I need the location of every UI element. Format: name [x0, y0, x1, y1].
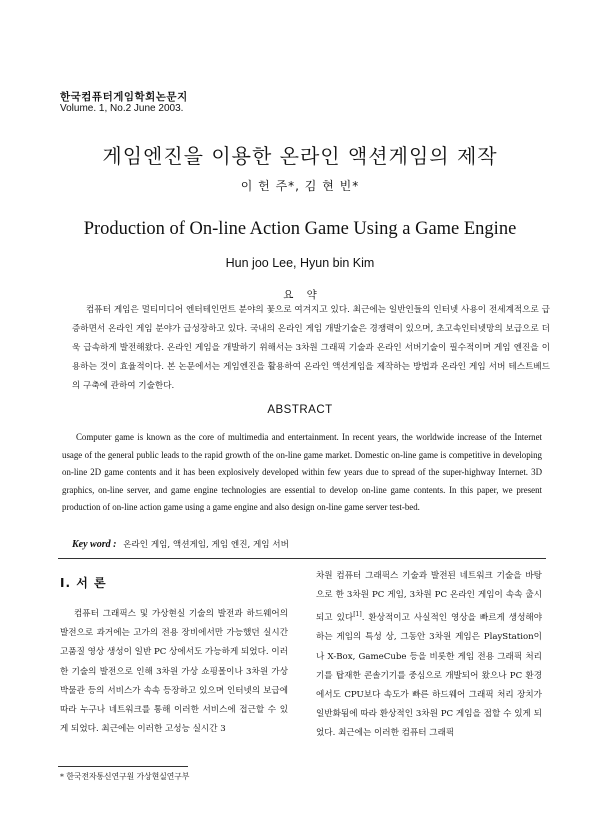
title-english: Production of On-line Action Game Using a Game Engine — [83, 219, 517, 239]
abstract-english-text: Computer game is known as the core of multimedia and entertainment. In recent years, the worldwide increase of the Internet usage of the general public leads to the rapid growth of the on-line game market. Domestic on-line game is competitive in developing on-line 2D game contents and it has been explosively developed within few years due to spread of the super-highway Internet. 3D graphics, on-line server, and game engine technologies are essential to develop on-line game contents. In this paper, we present production of on-line action game using a game engine and also design on-line game server test-bed. — [62, 432, 542, 512]
intro-paragraph-right — [316, 567, 542, 744]
body-column-left — [60, 605, 288, 739]
body-column-right — [316, 567, 542, 744]
abstract-english — [62, 429, 542, 517]
section-heading: Ⅰ. 서 론 — [60, 576, 107, 590]
section-divider — [58, 558, 546, 559]
footnote: * 한국전자통신연구원 가상현실연구부 — [60, 772, 190, 781]
intro-text-b: . 환상적이고 사실적인 영상을 빠르게 생성해야 하는 게임의 특성 상, 그동안 3차원 게임은 PlayStation이나 X-Box, GameCube 등을 비롯한 게임 전용 그래픽 처리기를 탑재한 콘솔기기를 중심으로 개발되어 왔으나 PC 환경에서도 CPU보다 속도가 빠른 하드웨어 그래픽 처리 장치가 일반화됨에 따라 환상적인 3차원 PC 게임을 접할 수 있게 되었다. 최근에는 이러한 컴퓨터 그래픽 — [316, 613, 542, 739]
abstract-korean-heading: 요 약 — [283, 289, 317, 301]
authors-korean: 이 헌 주*, 김 현 빈* — [240, 179, 360, 193]
journal-name: 한국컴퓨터게임학회논문지 — [60, 91, 188, 103]
intro-paragraph-left: 컴퓨터 그래픽스 및 가상현실 기술의 발전과 하드웨어의 발전으로 과거에는 고가의 전용 장비에서만 가능했던 실시간 고품질 영상 생성이 일반 PC 상에서도 가능하게 되었다. 이러한 기술의 발전으로 인해 3차원 가상 쇼핑몰이나 3차원 가상 박물관 등의 서비스가 속속 등장하고 있으며 인터넷의 보급에 따라 누구나 네트워크를 통해 이러한 서비스에 접근할 수 있게 되었다. 최근에는 이러한 고성능 실시간 3 — [60, 609, 288, 735]
abstract-korean — [72, 301, 550, 396]
keywords-label: Key word : — [72, 539, 117, 550]
abstract-english-heading: ABSTRACT — [267, 404, 333, 416]
citation: [1] — [353, 611, 362, 619]
intro-text-a: 차원 컴퓨터 그래픽스 기술과 발전된 네트워크 기술을 바탕으로 한 3차원 PC 게임, 3차원 PC 온라인 게임이 속속 출시되고 있다 — [316, 571, 542, 624]
keywords-text: 온라인 게임, 액션게임, 게임 엔진, 게임 서버 — [123, 540, 289, 550]
authors-english: Hun joo Lee, Hyun bin Kim — [225, 256, 375, 270]
volume-info: Volume. 1, No.2 June 2003. — [60, 103, 184, 114]
footnote-rule — [58, 766, 188, 767]
abstract-korean-text: 컴퓨터 게임은 멀티미디어 엔터테인먼트 분야의 꽃으로 여겨지고 있다. 최근에는 일반인들의 인터넷 사용이 전세계적으로 급증하면서 온라인 게임 분야가 급성장하고 있다. 국내의 온라인 게임 개발기술은 경쟁력이 있으며, 초고속인터넷망의 보급으로 더욱 급속하게 발전해왔다. 온라인 게임을 개발하기 위해서는 3차원 그래픽 기술과 온라인 서버기술이 필수적이며 게임 엔진을 이용하는 것이 효율적이다. 본 논문에서는 게임엔진을 활용하여 온라인 액션게임을 제작하는 방법과 온라인 게임 서버 테스트베드의 구축에 관하여 기술한다. — [72, 305, 550, 391]
title-korean: 게임엔진을 이용한 온라인 액션게임의 제작 — [102, 144, 498, 168]
keywords — [72, 538, 289, 550]
